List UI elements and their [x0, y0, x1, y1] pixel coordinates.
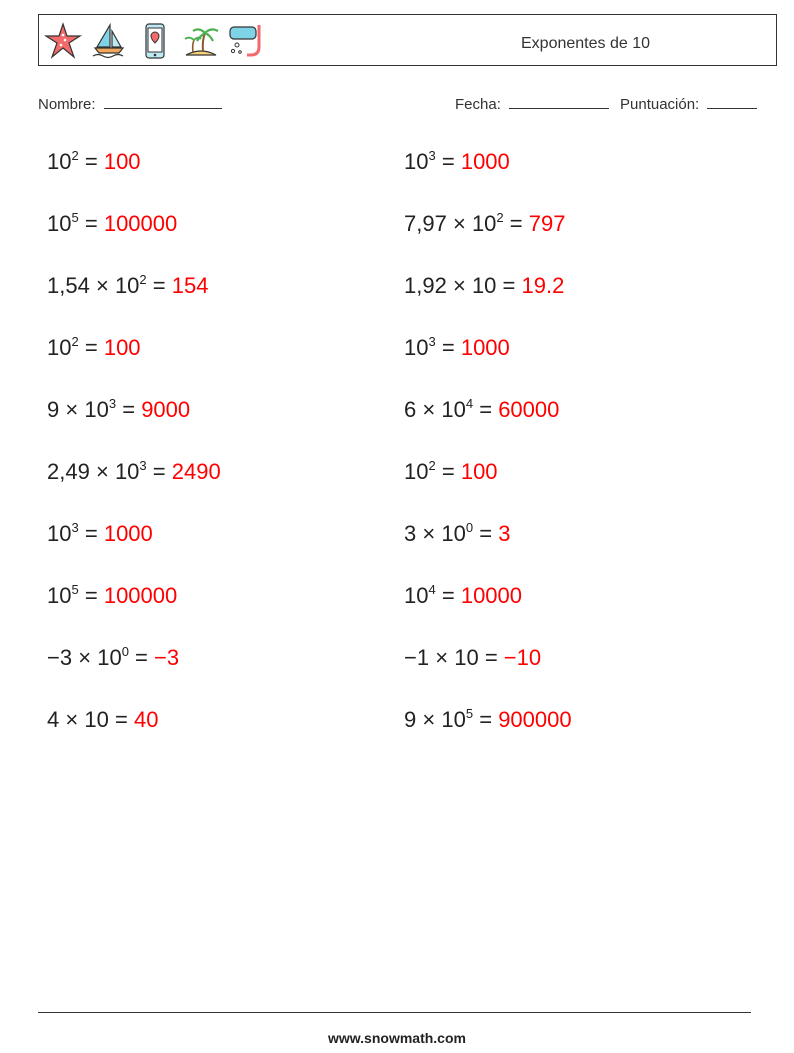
answer: 100	[460, 459, 498, 484]
problem-item	[47, 149, 141, 175]
exponent: 3	[108, 396, 117, 411]
times-sign: ×	[452, 273, 466, 298]
equals-sign: =	[484, 645, 498, 670]
times-sign: ×	[422, 521, 436, 546]
problem-item	[47, 273, 208, 299]
coefficient: 6	[404, 397, 417, 422]
times-sign: ×	[78, 645, 92, 670]
answer: 1000	[103, 521, 153, 546]
exponent: 4	[465, 396, 474, 411]
times-sign: ×	[65, 397, 79, 422]
coefficient: 1,54	[47, 273, 90, 298]
header-icons	[43, 20, 267, 62]
footer-divider	[38, 1012, 751, 1013]
exponent: 2	[496, 210, 504, 225]
answer: 2490	[171, 459, 221, 484]
coefficient: 1,92	[404, 273, 447, 298]
problem-item	[404, 397, 559, 423]
base: 10	[441, 521, 466, 546]
palm-island-icon	[181, 21, 221, 61]
answer: 900000	[498, 707, 572, 732]
coefficient: 7,97	[404, 211, 447, 236]
exponent: 2	[428, 458, 436, 473]
base: 10	[404, 583, 429, 608]
times-sign: ×	[422, 397, 436, 422]
exponent: 5	[465, 706, 474, 721]
times-sign: ×	[422, 707, 436, 732]
sailboat-icon	[89, 21, 129, 61]
problem-item	[404, 459, 498, 485]
equals-sign: =	[122, 397, 136, 422]
exponent: 3	[71, 520, 79, 535]
base: 10	[97, 645, 122, 670]
problem-item	[404, 273, 564, 299]
equals-sign: =	[509, 211, 523, 236]
exponent: 2	[71, 148, 79, 163]
starfish-icon	[43, 21, 83, 61]
answer: 60000	[498, 397, 560, 422]
problem-item	[47, 521, 153, 547]
coefficient: 9	[404, 707, 417, 732]
problem-item	[47, 397, 190, 423]
exponent: 2	[71, 334, 79, 349]
score-field	[620, 94, 757, 113]
problem-item	[404, 335, 510, 361]
exponent: 3	[139, 458, 147, 473]
coefficient: 9	[47, 397, 60, 422]
answer: 9000	[141, 397, 191, 422]
answer: −3	[154, 645, 180, 670]
coefficient: −3	[47, 645, 73, 670]
answer: 3	[498, 521, 511, 546]
times-sign: ×	[452, 211, 466, 236]
equals-sign: =	[114, 707, 128, 732]
snorkel-mask-icon	[227, 21, 267, 61]
exponent: 5	[71, 210, 79, 225]
exponent: 5	[71, 582, 79, 597]
base: 10	[84, 397, 109, 422]
base: 10	[404, 459, 429, 484]
base: 10	[404, 335, 429, 360]
base: 10	[454, 645, 479, 670]
equals-sign: =	[441, 459, 455, 484]
phone-location-icon	[135, 21, 175, 61]
base: 10	[84, 707, 109, 732]
answer: 19.2	[521, 273, 565, 298]
exponent: 3	[428, 148, 436, 163]
problem-item	[404, 211, 565, 237]
times-sign: ×	[95, 459, 109, 484]
base: 10	[441, 707, 466, 732]
problem-item	[404, 583, 522, 609]
equals-sign: =	[441, 149, 455, 174]
base: 10	[114, 459, 140, 484]
base: 10	[114, 273, 140, 298]
base: 10	[47, 521, 72, 546]
header-box	[38, 14, 777, 66]
problem-item	[47, 211, 177, 237]
equals-sign: =	[135, 645, 148, 670]
answer: 40	[133, 707, 159, 732]
equals-sign: =	[479, 397, 493, 422]
equals-sign: =	[479, 521, 493, 546]
equals-sign: =	[479, 707, 493, 732]
problem-item	[404, 645, 541, 671]
times-sign: ×	[435, 645, 449, 670]
worksheet-title: Exponentes de 10	[521, 35, 650, 52]
date-line	[509, 94, 609, 109]
score-line	[707, 94, 757, 109]
answer: −10	[503, 645, 542, 670]
problem-item	[47, 335, 141, 361]
date-field	[455, 94, 609, 113]
base: 10	[47, 583, 72, 608]
answer: 1000	[460, 335, 510, 360]
answer: 154	[171, 273, 209, 298]
equals-sign: =	[152, 459, 166, 484]
answer: 100	[103, 335, 141, 360]
base: 10	[404, 149, 429, 174]
equals-sign: =	[152, 273, 166, 298]
coefficient: 3	[404, 521, 417, 546]
equals-sign: =	[441, 583, 455, 608]
coefficient: 2,49	[47, 459, 90, 484]
equals-sign: =	[84, 149, 98, 174]
exponent: 0	[465, 520, 474, 535]
answer: 100000	[103, 211, 178, 236]
name-label: Nombre:	[38, 96, 96, 113]
exponent: 0	[121, 644, 129, 659]
exponent: 3	[428, 334, 436, 349]
coefficient: −1	[404, 645, 430, 670]
problem-item	[404, 149, 510, 175]
times-sign: ×	[95, 273, 109, 298]
problem-item	[404, 707, 572, 733]
name-line	[104, 94, 222, 109]
base: 10	[441, 397, 466, 422]
problem-item	[47, 707, 158, 733]
answer: 797	[528, 211, 566, 236]
date-label: Fecha:	[455, 96, 501, 113]
equals-sign: =	[441, 335, 455, 360]
coefficient: 4	[47, 707, 60, 732]
base: 10	[471, 273, 497, 298]
times-sign: ×	[65, 707, 79, 732]
problem-item	[47, 645, 179, 671]
equals-sign: =	[84, 335, 98, 360]
problem-item	[47, 459, 221, 485]
problem-item	[404, 521, 510, 547]
exponent: 2	[139, 272, 147, 287]
answer: 10000	[460, 583, 523, 608]
score-label: Puntuación:	[620, 96, 700, 113]
problem-item	[47, 583, 177, 609]
base: 10	[47, 149, 72, 174]
exponent: 4	[428, 582, 436, 597]
base: 10	[47, 335, 72, 360]
base: 10	[47, 211, 72, 236]
equals-sign: =	[84, 211, 98, 236]
footer-url: www.snowmath.com	[328, 1030, 466, 1046]
name-field	[38, 94, 222, 113]
answer: 100	[103, 149, 141, 174]
answer: 100000	[103, 583, 178, 608]
equals-sign: =	[84, 583, 98, 608]
equals-sign: =	[502, 273, 516, 298]
answer: 1000	[460, 149, 510, 174]
base: 10	[471, 211, 497, 236]
equals-sign: =	[84, 521, 98, 546]
